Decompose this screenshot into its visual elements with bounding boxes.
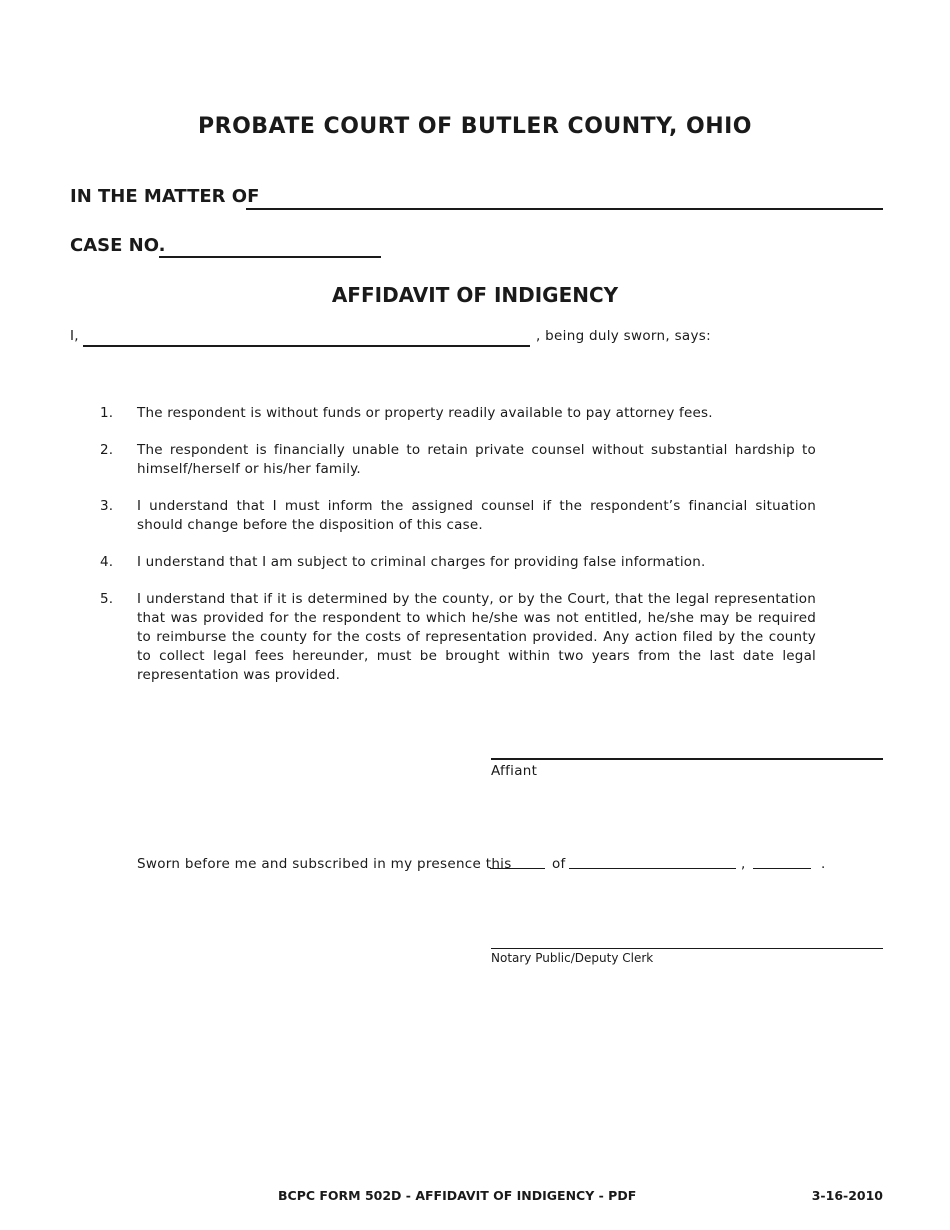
- notary-signature-line[interactable]: [491, 948, 883, 949]
- oath-suffix: , being duly sworn, says:: [536, 328, 711, 344]
- item-number: 3.: [100, 498, 114, 514]
- affiant-name-field[interactable]: [83, 345, 530, 347]
- sworn-day-field[interactable]: [490, 868, 545, 869]
- item-number: 5.: [100, 591, 114, 607]
- sworn-year-field[interactable]: [753, 868, 811, 869]
- item-text: The respondent is without funds or property readily available to pay attorney fees.: [137, 405, 713, 421]
- sworn-of: of: [552, 856, 566, 872]
- list-item: [100, 590, 816, 685]
- case-no-field[interactable]: [159, 256, 381, 258]
- item-number: 2.: [100, 442, 114, 458]
- court-title: PROBATE COURT OF BUTLER COUNTY, OHIO: [198, 114, 752, 139]
- sworn-text: Sworn before me and subscribed in my presence this: [137, 856, 512, 872]
- list-item: [100, 404, 816, 423]
- item-text: I understand that I must inform the assigned counsel if the respondent’s financial situation should change before the disposition of this case.: [137, 498, 816, 533]
- affiant-signature-line[interactable]: [491, 758, 883, 760]
- list-item: [100, 497, 816, 535]
- footer-date: 3-16-2010: [811, 1188, 883, 1203]
- matter-name-field[interactable]: [246, 208, 883, 210]
- sworn-comma: ,: [741, 856, 746, 872]
- oath-prefix: I,: [70, 328, 79, 344]
- item-number: 1.: [100, 405, 114, 421]
- notary-label: Notary Public/Deputy Clerk: [491, 951, 654, 965]
- sworn-period: .: [821, 856, 826, 872]
- matter-label: IN THE MATTER OF: [70, 186, 260, 207]
- item-text: I understand that if it is determined by the county, or by the Court, that the legal representation that was provided for the respondent to which he/she was not entitled, he/she may be required to reimburse the county for the costs of representation provided. Any action filed by the county to collect legal fees hereunder, must be brought within two years from the last date legal representation was provided.: [137, 591, 816, 683]
- item-text: I understand that I am subject to criminal charges for providing false information.: [137, 554, 706, 570]
- case-no-label: CASE NO.: [70, 235, 166, 256]
- list-item: [100, 441, 816, 479]
- item-number: 4.: [100, 554, 114, 570]
- sworn-month-field[interactable]: [569, 868, 736, 869]
- affidavit-statements: [100, 404, 816, 703]
- affiant-label: Affiant: [491, 763, 538, 779]
- item-text: The respondent is financially unable to retain private counsel without substantial hardship to himself/herself or his/her family.: [137, 442, 816, 477]
- footer-form-name: BCPC FORM 502D - AFFIDAVIT OF INDIGENCY - PDF: [278, 1188, 637, 1203]
- list-item: [100, 553, 816, 572]
- form-title: AFFIDAVIT OF INDIGENCY: [331, 283, 619, 307]
